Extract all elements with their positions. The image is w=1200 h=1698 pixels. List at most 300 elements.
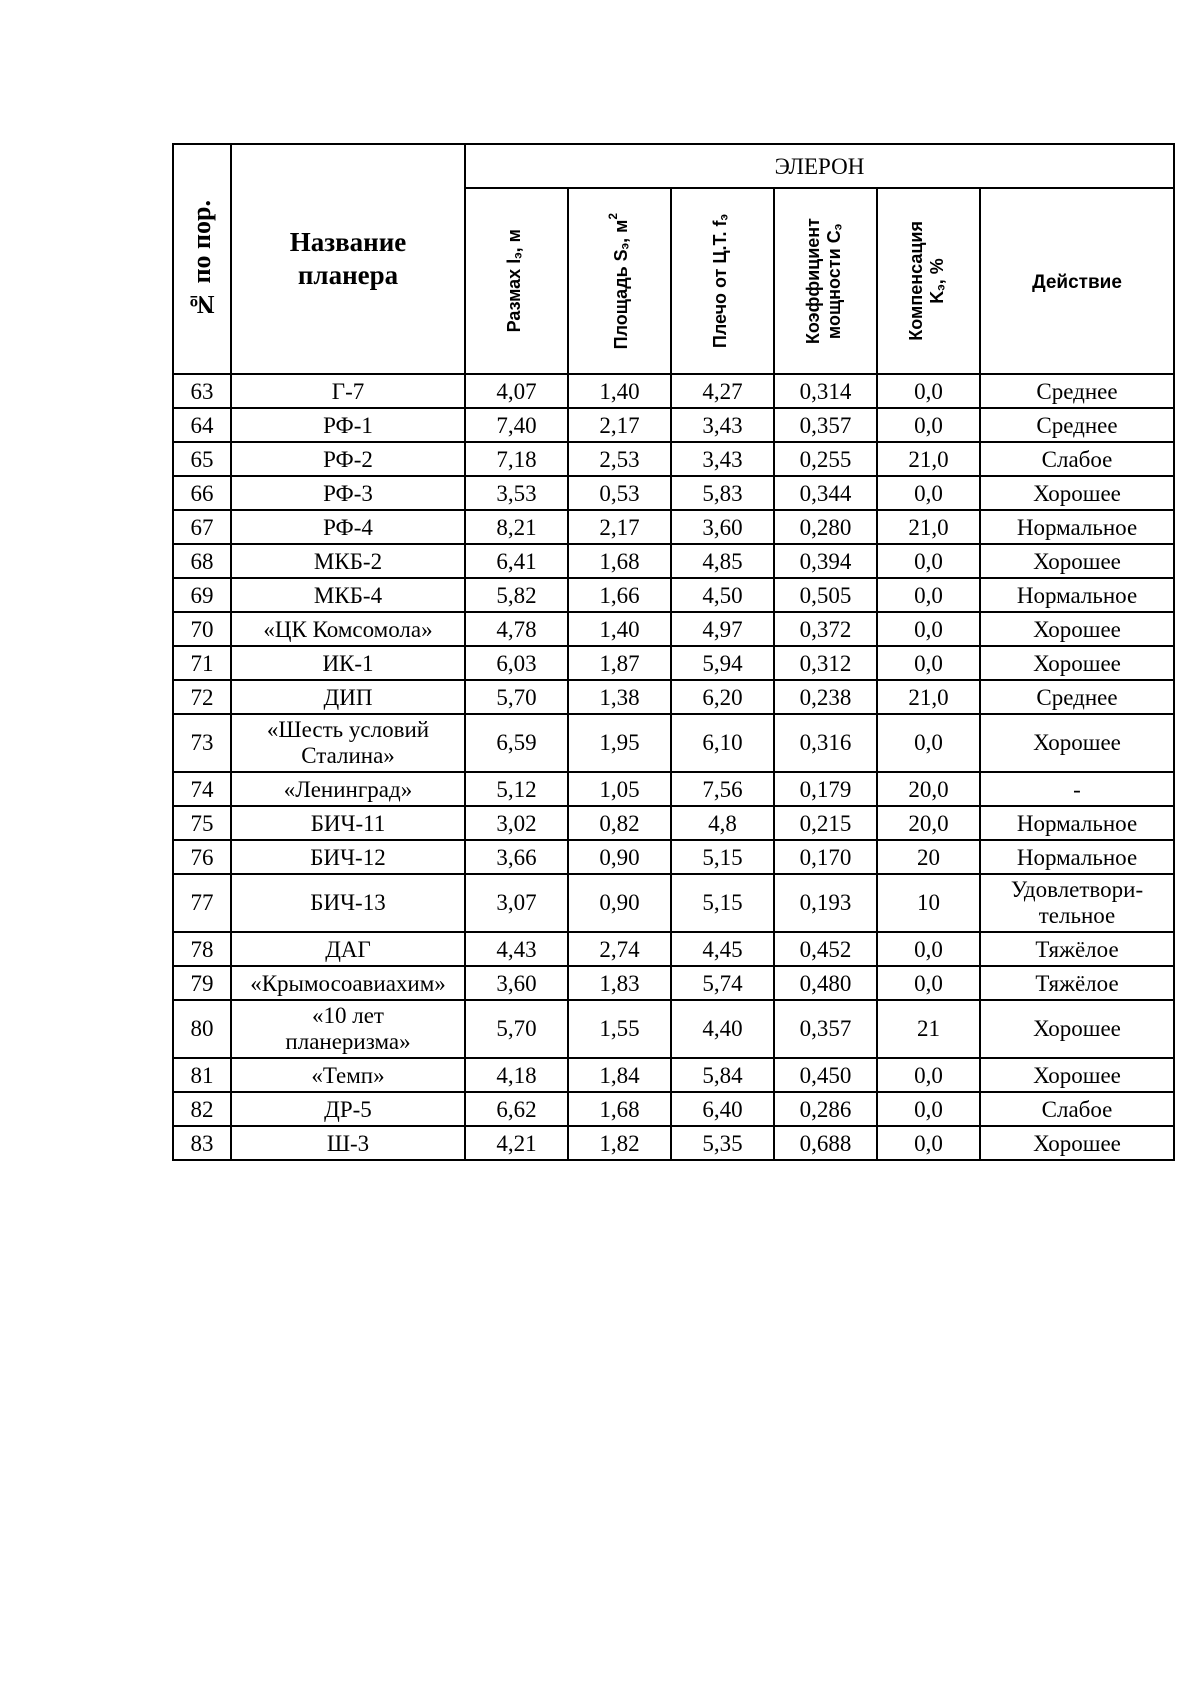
action-value-text: Хорошее [1033,480,1121,506]
action-value [980,932,1174,966]
compensation-value [877,966,980,1000]
area-value [568,932,671,966]
compensation-value-text: 21,0 [908,514,949,540]
row-number-text: 77 [190,890,214,915]
glider-name-text: Ш-3 [326,1130,370,1156]
compensation-value-text: 0,0 [914,616,943,642]
arm-value-text: 6,40 [702,1096,743,1122]
row-number-text: 66 [190,480,214,506]
arm-value [671,612,774,646]
compensation-value-text: 0,0 [914,650,943,676]
table-row [173,408,1174,442]
row-number [173,932,231,966]
span-value-text: 4,21 [496,1130,537,1156]
span-value [465,544,568,578]
glider-name-text: МКБ-2 [313,548,383,574]
arm-value [671,442,774,476]
area-value [568,476,671,510]
row-number [173,680,231,714]
arm-value [671,840,774,874]
span-value-text: 7,40 [496,412,537,438]
header-number-label: № по пор. [187,199,216,319]
arm-value-text: 3,43 [702,412,743,438]
compensation-value-text: 21 [917,1016,940,1041]
glider-name-text: РФ-4 [323,514,373,540]
coefficient-value [774,840,877,874]
area-value [568,806,671,840]
row-number-text: 74 [190,776,214,802]
row-number [173,578,231,612]
coefficient-value [774,646,877,680]
span-value [465,646,568,680]
coefficient-value [774,1126,877,1160]
action-value-text: Хорошее [1033,650,1121,676]
table-row [173,772,1174,806]
compensation-value-text: 0,0 [914,1096,943,1122]
compensation-value [877,772,980,806]
glider-name [231,1058,465,1092]
glider-name [231,1000,465,1058]
row-number-text: 69 [190,582,214,608]
arm-value-text: 5,94 [702,650,743,676]
area-value [568,714,671,772]
area-value-text: 1,68 [599,1096,640,1122]
row-number-text: 68 [190,548,214,574]
row-number [173,374,231,408]
coefficient-value [774,374,877,408]
glider-name [231,408,465,442]
coefficient-value-text: 0,357 [799,1016,852,1041]
header-arm: Плечо от Ц.Т. $f_э$ [671,188,774,374]
area-value-text: 2,74 [599,936,640,962]
glider-name [231,1092,465,1126]
glider-name-text: БИЧ-12 [310,844,386,870]
area-value [568,1092,671,1126]
area-value-text: 1,84 [599,1062,640,1088]
area-value-text: 1,55 [599,1016,640,1041]
span-value-text: 4,78 [496,616,537,642]
compensation-value-text: 0,0 [914,970,943,996]
coefficient-value-text: 0,193 [799,890,852,915]
span-value [465,966,568,1000]
area-value-text: 1,68 [599,548,640,574]
area-value-text: 2,17 [599,412,640,438]
action-value [980,578,1174,612]
arm-value-text: 5,83 [702,480,743,506]
area-value-text: 1,87 [599,650,640,676]
arm-value-text: 4,50 [702,582,743,608]
glider-name [231,840,465,874]
area-value [568,680,671,714]
span-value-text: 5,12 [496,776,537,802]
area-value [568,510,671,544]
area-value-text: 1,82 [599,1130,640,1156]
compensation-value-text: 0,0 [914,582,943,608]
compensation-value-text: 21,0 [908,684,949,710]
action-value-text: Нормальное [1016,582,1138,608]
row-number [173,806,231,840]
coefficient-value [774,510,877,544]
row-number [173,544,231,578]
arm-value [671,1092,774,1126]
arm-value-text: 4,97 [702,616,743,642]
glider-name [231,646,465,680]
glider-name [231,966,465,1000]
action-value [980,772,1174,806]
table-row [173,714,1174,772]
area-value [568,840,671,874]
span-value [465,932,568,966]
action-value [980,510,1174,544]
glider-name [231,772,465,806]
span-value-text: 7,18 [496,446,537,472]
glider-name-text: «ЦК Комсомола» [263,616,433,642]
action-value-text: Хорошее [1033,616,1121,642]
area-value-text: 2,53 [599,446,640,472]
span-value [465,714,568,772]
span-value-text: 3,02 [496,810,537,836]
area-value-text: 1,40 [599,616,640,642]
arm-value-text: 5,15 [702,844,743,870]
span-value-text: 3,66 [496,844,537,870]
area-value [568,1058,671,1092]
action-value-text: Хорошее [1033,1062,1121,1088]
glider-name-text: «Крымосоавиахим» [250,970,446,996]
glider-name-text: ИК-1 [322,650,374,676]
area-value [568,612,671,646]
table-row [173,806,1174,840]
arm-value-text: 5,35 [702,1130,743,1156]
coefficient-value-text: 0,357 [799,412,852,438]
compensation-value-text: 20,0 [908,810,949,836]
glider-name [231,714,465,772]
coefficient-value-text: 0,286 [799,1096,852,1122]
action-value [980,646,1174,680]
row-number-text: 67 [190,514,214,540]
span-value [465,1126,568,1160]
table-row [173,612,1174,646]
glider-name [231,476,465,510]
span-value-text: 5,70 [496,1016,537,1041]
compensation-value-text: 0,0 [914,1062,943,1088]
coefficient-value [774,476,877,510]
coefficient-value [774,612,877,646]
span-value-text: 3,53 [496,480,537,506]
glider-name-text: «Шесть условий Сталина» [266,717,430,768]
table-row [173,476,1174,510]
coefficient-value-text: 0,372 [799,616,852,642]
span-value-text: 5,70 [496,684,537,710]
area-value [568,646,671,680]
span-value [465,578,568,612]
arm-value-text: 4,85 [702,548,743,574]
table-row [173,374,1174,408]
row-number [173,1000,231,1058]
coefficient-value-text: 0,179 [799,776,852,802]
compensation-value-text: 0,0 [914,378,943,404]
span-value [465,806,568,840]
arm-value [671,408,774,442]
compensation-value [877,442,980,476]
header-compensation: Компенсация $K_э$, % [877,188,980,374]
glider-name-text: БИЧ-11 [310,810,386,836]
table-row [173,840,1174,874]
span-value-text: 6,03 [496,650,537,676]
area-value-text: 1,83 [599,970,640,996]
action-value [980,874,1174,932]
action-value-text: Удовлетвори- тельное [1010,877,1144,928]
area-value [568,874,671,932]
compensation-value [877,806,980,840]
glider-name [231,374,465,408]
header-area: Площадь $S_э$, $м^2$ [568,188,671,374]
arm-value [671,476,774,510]
row-number [173,612,231,646]
glider-name-text: РФ-2 [323,446,373,472]
coefficient-value [774,806,877,840]
row-number [173,646,231,680]
span-value-text: 6,41 [496,548,537,574]
action-value [980,476,1174,510]
action-value [980,714,1174,772]
action-value-text: Хорошее [1033,1016,1121,1041]
span-value [465,612,568,646]
action-value-text: Хорошее [1033,1130,1121,1156]
row-number-text: 65 [190,446,214,472]
coefficient-value [774,680,877,714]
action-value-text: Слабое [1041,446,1113,472]
glider-name [231,544,465,578]
arm-value-text: 7,56 [702,776,743,802]
area-value-text: 1,95 [599,730,640,755]
area-value-text: 0,53 [599,480,640,506]
arm-value-text: 4,45 [702,936,743,962]
span-value [465,772,568,806]
glider-name [231,442,465,476]
row-number [173,1126,231,1160]
glider-name [231,932,465,966]
area-value [568,1000,671,1058]
row-number-text: 63 [190,378,214,404]
glider-name-text: «Ленинград» [283,776,413,802]
action-value-text: Тяжёлое [1035,970,1119,996]
coefficient-value [774,772,877,806]
arm-value-text: 5,15 [702,890,743,915]
span-value [465,1000,568,1058]
span-value [465,1092,568,1126]
span-value-text: 5,82 [496,582,537,608]
aileron-table [172,143,1175,1161]
glider-name [231,510,465,544]
row-number-text: 76 [190,844,214,870]
arm-value [671,1126,774,1160]
arm-value [671,966,774,1000]
row-number [173,966,231,1000]
coefficient-value-text: 0,452 [799,936,852,962]
coefficient-value [774,578,877,612]
arm-value-text: 4,27 [702,378,743,404]
table-row [173,544,1174,578]
area-value-text: 0,82 [599,810,640,836]
coefficient-value [774,1000,877,1058]
row-number [173,408,231,442]
glider-name-text: «10 лет планеризма» [285,1003,411,1054]
arm-value [671,932,774,966]
coefficient-value [774,714,877,772]
row-number-text: 71 [190,650,214,676]
compensation-value [877,1000,980,1058]
span-value [465,476,568,510]
action-value-text: Среднее [1036,378,1118,404]
arm-value-text: 4,40 [702,1016,743,1041]
action-value-text: Нормальное [1016,844,1138,870]
row-number-text: 78 [190,936,214,962]
compensation-value-text: 10 [917,890,940,915]
arm-value-text: 5,84 [702,1062,743,1088]
compensation-value [877,646,980,680]
arm-value [671,806,774,840]
coefficient-value-text: 0,450 [799,1062,852,1088]
compensation-value [877,714,980,772]
compensation-value [877,680,980,714]
row-number-text: 72 [190,684,214,710]
area-value [568,374,671,408]
coefficient-value [774,544,877,578]
compensation-value [877,374,980,408]
arm-value [671,510,774,544]
area-value-text: 0,90 [599,890,640,915]
row-number-text: 82 [190,1096,214,1122]
arm-value [671,1058,774,1092]
action-value [980,840,1174,874]
span-value [465,874,568,932]
row-number-text: 81 [190,1062,214,1088]
action-value-text: Хорошее [1033,548,1121,574]
coefficient-value [774,1058,877,1092]
glider-name-text: БИЧ-13 [310,890,386,915]
coefficient-value-text: 0,215 [799,810,852,836]
row-number-text: 73 [190,730,214,755]
action-value [980,966,1174,1000]
glider-name-text: РФ-3 [323,480,373,506]
arm-value [671,1000,774,1058]
compensation-value [877,1092,980,1126]
row-number [173,476,231,510]
span-value-text: 3,07 [496,890,537,915]
compensation-value-text: 0,0 [914,730,943,755]
action-value [980,442,1174,476]
compensation-value-text: 0,0 [914,1130,943,1156]
span-value-text: 6,59 [496,730,537,755]
row-number-text: 70 [190,616,214,642]
action-value-text: Тяжёлое [1035,936,1119,962]
arm-value-text: 3,60 [702,514,743,540]
row-number [173,840,231,874]
arm-value [671,374,774,408]
table-row [173,1058,1174,1092]
row-number-text: 83 [190,1130,214,1156]
header-action [980,188,1174,374]
arm-value-text: 5,74 [702,970,743,996]
action-value [980,544,1174,578]
coefficient-value [774,874,877,932]
row-number [173,714,231,772]
glider-name-text: ДАГ [325,936,371,962]
glider-name [231,612,465,646]
area-value [568,442,671,476]
coefficient-value [774,932,877,966]
glider-name-text: ДР-5 [324,1096,372,1122]
arm-value-text: 6,20 [702,684,743,710]
compensation-value [877,1126,980,1160]
compensation-value-text: 0,0 [914,480,943,506]
span-value-text: 8,21 [496,514,537,540]
glider-name-text: РФ-1 [323,412,373,438]
table-row [173,680,1174,714]
row-number-text: 64 [190,412,214,438]
action-value [980,1058,1174,1092]
row-number [173,772,231,806]
header-span: Размах $l_э$, м [465,188,568,374]
coefficient-value [774,408,877,442]
table-row [173,874,1174,932]
arm-value-text: 6,10 [702,730,743,755]
action-value [980,612,1174,646]
span-value-text: 4,07 [496,378,537,404]
coefficient-value [774,1092,877,1126]
compensation-value [877,408,980,442]
header-name [231,144,465,374]
span-value [465,840,568,874]
arm-value [671,680,774,714]
arm-value [671,714,774,772]
area-value [568,544,671,578]
span-value-text: 4,43 [496,936,537,962]
coefficient-value-text: 0,312 [799,650,852,676]
span-value [465,442,568,476]
header-coefficient: Коэффициент мощности $C_э$ [774,188,877,374]
action-value [980,1000,1174,1058]
span-value-text: 6,62 [496,1096,537,1122]
arm-value [671,772,774,806]
row-number [173,1058,231,1092]
table-row [173,966,1174,1000]
span-value [465,510,568,544]
area-value [568,966,671,1000]
arm-value [671,544,774,578]
arm-value [671,578,774,612]
compensation-value [877,578,980,612]
row-number [173,442,231,476]
header-group-aileron: ЭЛЕРОН [465,144,1174,188]
glider-name [231,1126,465,1160]
compensation-value-text: 20,0 [908,776,949,802]
table-row [173,578,1174,612]
action-value [980,1092,1174,1126]
action-value-text: Нормальное [1016,514,1138,540]
glider-name-text: МКБ-4 [313,582,383,608]
action-value [980,806,1174,840]
area-value [568,1126,671,1160]
glider-name-text: Г-7 [331,378,365,404]
area-value [568,578,671,612]
compensation-value [877,874,980,932]
compensation-value [877,510,980,544]
compensation-value-text: 20 [917,844,940,870]
compensation-value [877,544,980,578]
row-number [173,874,231,932]
compensation-value-text: 21,0 [908,446,949,472]
